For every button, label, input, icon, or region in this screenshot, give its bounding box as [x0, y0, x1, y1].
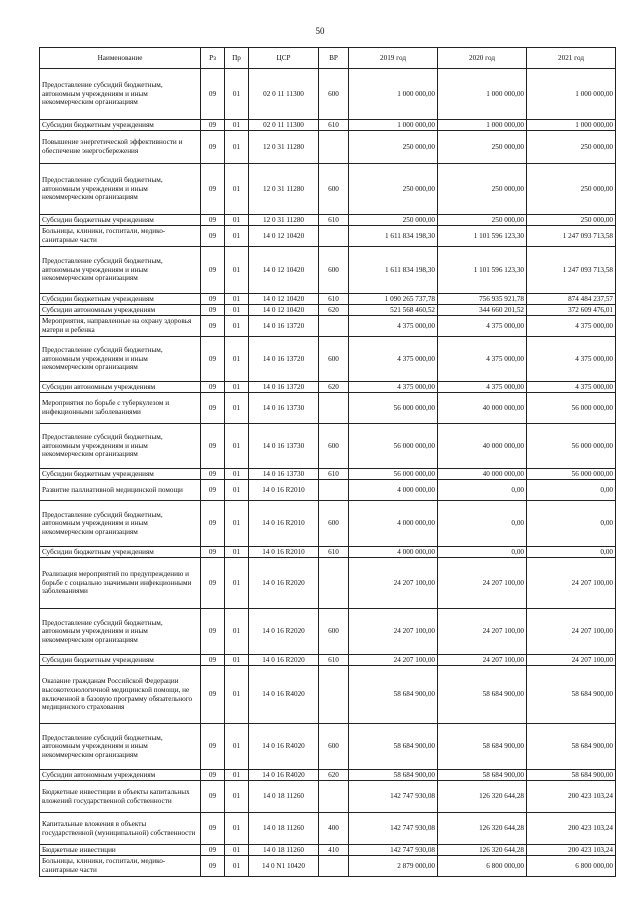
cell-2021: 200 423 103,24 [527, 845, 616, 856]
cell-2020: 0,00 [438, 501, 527, 547]
cell-2021: 56 000 000,00 [527, 393, 616, 424]
header-2019: 2019 год [349, 48, 438, 69]
cell-rz: 09 [201, 305, 225, 316]
cell-csr: 12 0 31 11280 [249, 164, 319, 215]
cell-rz: 09 [201, 294, 225, 305]
table-row [40, 424, 616, 469]
cell-2019: 1 000 000,00 [349, 120, 438, 131]
cell-2019: 4 375 000,00 [349, 337, 438, 382]
cell-pr: 01 [225, 845, 249, 856]
cell-csr: 14 0 16 13730 [249, 469, 319, 480]
cell-2019: 24 207 100,00 [349, 609, 438, 655]
cell-2021: 1 247 093 713,58 [527, 226, 616, 247]
cell-2019: 250 000,00 [349, 164, 438, 215]
cell-pr: 01 [225, 316, 249, 337]
table-row [40, 655, 616, 666]
cell-name: Бюджетные инвестиции в объекты капитальных вложений государственной собственности [40, 781, 201, 813]
cell-vr: 400 [319, 813, 349, 845]
cell-rz: 09 [201, 69, 225, 120]
cell-2019: 58 684 900,00 [349, 770, 438, 781]
cell-name: Развитие паллиативной медицинской помощи [40, 480, 201, 501]
cell-csr: 14 0 16 13720 [249, 382, 319, 393]
cell-pr: 01 [225, 501, 249, 547]
header-pr: Пр [225, 48, 249, 69]
cell-2020: 250 000,00 [438, 164, 527, 215]
cell-csr: 14 0 12 10420 [249, 305, 319, 316]
cell-2019: 56 000 000,00 [349, 424, 438, 469]
cell-pr: 01 [225, 547, 249, 558]
cell-pr: 01 [225, 393, 249, 424]
cell-2019: 250 000,00 [349, 215, 438, 226]
cell-csr: 14 0 18 11260 [249, 845, 319, 856]
cell-name: Предоставление субсидий бюджетным, автономным учреждениям и иным некоммерческим организациям [40, 724, 201, 770]
cell-2020: 24 207 100,00 [438, 558, 527, 609]
cell-2021: 200 423 103,24 [527, 813, 616, 845]
cell-rz: 09 [201, 770, 225, 781]
cell-2019: 56 000 000,00 [349, 469, 438, 480]
cell-vr: 600 [319, 69, 349, 120]
table-row [40, 856, 616, 877]
cell-2020: 1 101 596 123,30 [438, 247, 527, 294]
cell-2020: 1 101 596 123,30 [438, 226, 527, 247]
cell-vr: 600 [319, 609, 349, 655]
cell-csr: 14 0 16 R4020 [249, 724, 319, 770]
cell-pr: 01 [225, 294, 249, 305]
cell-csr: 14 0 16 R2020 [249, 609, 319, 655]
cell-pr: 01 [225, 424, 249, 469]
cell-2019: 521 568 460,52 [349, 305, 438, 316]
table-row [40, 469, 616, 480]
cell-vr [319, 316, 349, 337]
cell-rz: 09 [201, 558, 225, 609]
table-row [40, 781, 616, 813]
cell-name: Субсидии автономным учреждениям [40, 305, 201, 316]
table-row [40, 164, 616, 215]
cell-name: Субсидии автономным учреждениям [40, 382, 201, 393]
cell-2021: 56 000 000,00 [527, 424, 616, 469]
cell-name: Субсидии бюджетным учреждениям [40, 215, 201, 226]
cell-2020: 4 375 000,00 [438, 316, 527, 337]
cell-2020: 24 207 100,00 [438, 655, 527, 666]
cell-vr: 620 [319, 770, 349, 781]
cell-csr: 02 0 11 11300 [249, 120, 319, 131]
cell-rz: 09 [201, 724, 225, 770]
cell-csr: 14 0 16 13720 [249, 337, 319, 382]
cell-2019: 4 375 000,00 [349, 382, 438, 393]
cell-2019: 58 684 900,00 [349, 666, 438, 724]
cell-2021: 874 484 237,57 [527, 294, 616, 305]
cell-2021: 24 207 100,00 [527, 655, 616, 666]
cell-rz: 09 [201, 666, 225, 724]
cell-2020: 344 660 201,52 [438, 305, 527, 316]
cell-pr: 01 [225, 558, 249, 609]
cell-name: Мероприятия, направленные на охрану здоровья матери и ребенка [40, 316, 201, 337]
cell-2021: 0,00 [527, 547, 616, 558]
cell-pr: 01 [225, 337, 249, 382]
cell-name: Оказание гражданам Российской Федерации высокотехнологичной медицинской помощи, не включенной в базовую программу обязательного медицинского страхования [40, 666, 201, 724]
cell-rz: 09 [201, 120, 225, 131]
cell-2021: 0,00 [527, 480, 616, 501]
cell-rz: 09 [201, 424, 225, 469]
cell-csr: 14 0 16 R2020 [249, 655, 319, 666]
cell-vr [319, 393, 349, 424]
table-row [40, 501, 616, 547]
cell-vr: 600 [319, 501, 349, 547]
cell-pr: 01 [225, 724, 249, 770]
cell-2021: 58 684 900,00 [527, 666, 616, 724]
cell-2021: 24 207 100,00 [527, 558, 616, 609]
cell-rz: 09 [201, 247, 225, 294]
cell-2021: 58 684 900,00 [527, 770, 616, 781]
header-vr: ВР [319, 48, 349, 69]
table-row [40, 215, 616, 226]
cell-csr: 14 0 16 R2010 [249, 501, 319, 547]
cell-2020: 6 800 000,00 [438, 856, 527, 877]
cell-rz: 09 [201, 813, 225, 845]
page-number: 50 [315, 26, 325, 36]
cell-2020: 4 375 000,00 [438, 337, 527, 382]
cell-pr: 01 [225, 781, 249, 813]
cell-2019: 24 207 100,00 [349, 655, 438, 666]
cell-vr: 600 [319, 247, 349, 294]
cell-2021: 250 000,00 [527, 164, 616, 215]
cell-2019: 4 000 000,00 [349, 480, 438, 501]
cell-csr: 14 0 16 R2020 [249, 558, 319, 609]
cell-name: Субсидии бюджетным учреждениям [40, 120, 201, 131]
cell-name: Мероприятия по борьбе с туберкулезом и инфекционными заболеваниями [40, 393, 201, 424]
cell-2019: 142 747 930,08 [349, 781, 438, 813]
table-row [40, 305, 616, 316]
cell-name: Предоставление субсидий бюджетным, автономным учреждениям и иным некоммерческим организациям [40, 69, 201, 120]
cell-name: Реализация мероприятий по предупреждению и борьбе с социально значимыми инфекционными заболеваниями [40, 558, 201, 609]
cell-vr: 610 [319, 547, 349, 558]
cell-csr: 14 0 16 R2010 [249, 480, 319, 501]
cell-rz: 09 [201, 337, 225, 382]
cell-csr: 14 0 12 10420 [249, 294, 319, 305]
cell-rz: 09 [201, 215, 225, 226]
cell-2021: 1 247 093 713,58 [527, 247, 616, 294]
cell-csr: 12 0 31 11280 [249, 131, 319, 164]
cell-vr: 610 [319, 294, 349, 305]
cell-2021: 0,00 [527, 501, 616, 547]
cell-pr: 01 [225, 813, 249, 845]
cell-2020: 40 000 000,00 [438, 424, 527, 469]
cell-2019: 1 090 265 737,78 [349, 294, 438, 305]
cell-name: Повышение энергетической эффективности и обеспечение энергосбережения [40, 131, 201, 164]
cell-2019: 4 375 000,00 [349, 316, 438, 337]
cell-rz: 09 [201, 655, 225, 666]
cell-vr: 600 [319, 164, 349, 215]
table-row [40, 337, 616, 382]
cell-rz: 09 [201, 609, 225, 655]
header-csr: ЦСР [249, 48, 319, 69]
cell-2019: 2 879 000,00 [349, 856, 438, 877]
cell-vr: 610 [319, 655, 349, 666]
cell-2021: 56 000 000,00 [527, 469, 616, 480]
cell-csr: 14 0 18 11260 [249, 813, 319, 845]
cell-2021: 24 207 100,00 [527, 609, 616, 655]
cell-name: Предоставление субсидий бюджетным, автономным учреждениям и иным некоммерческим организациям [40, 501, 201, 547]
cell-pr: 01 [225, 247, 249, 294]
cell-2019: 1 611 834 198,30 [349, 247, 438, 294]
cell-2019: 4 000 000,00 [349, 501, 438, 547]
cell-2020: 1 000 000,00 [438, 120, 527, 131]
cell-rz: 09 [201, 393, 225, 424]
table-row [40, 316, 616, 337]
cell-2020: 126 320 644,28 [438, 813, 527, 845]
cell-rz: 09 [201, 131, 225, 164]
table-row [40, 131, 616, 164]
table-row [40, 558, 616, 609]
table-row [40, 393, 616, 424]
cell-vr [319, 781, 349, 813]
cell-2021: 200 423 103,24 [527, 781, 616, 813]
cell-2020: 24 207 100,00 [438, 609, 527, 655]
cell-rz: 09 [201, 316, 225, 337]
cell-2020: 40 000 000,00 [438, 393, 527, 424]
cell-vr: 600 [319, 337, 349, 382]
cell-pr: 01 [225, 305, 249, 316]
header-2021: 2021 год [527, 48, 616, 69]
cell-2021: 250 000,00 [527, 131, 616, 164]
cell-2020: 126 320 644,28 [438, 845, 527, 856]
cell-vr: 610 [319, 215, 349, 226]
cell-pr: 01 [225, 856, 249, 877]
table-row [40, 382, 616, 393]
cell-pr: 01 [225, 469, 249, 480]
cell-vr: 620 [319, 382, 349, 393]
cell-pr: 01 [225, 215, 249, 226]
table-row [40, 247, 616, 294]
table-row [40, 609, 616, 655]
table-row [40, 813, 616, 845]
cell-2020: 250 000,00 [438, 131, 527, 164]
cell-csr: 14 0 N1 10420 [249, 856, 319, 877]
cell-pr: 01 [225, 382, 249, 393]
cell-pr: 01 [225, 120, 249, 131]
table-row [40, 69, 616, 120]
cell-2019: 4 000 000,00 [349, 547, 438, 558]
cell-2020: 250 000,00 [438, 215, 527, 226]
cell-name: Предоставление субсидий бюджетным, автономным учреждениям и иным некоммерческим организациям [40, 247, 201, 294]
cell-csr: 14 0 12 10420 [249, 247, 319, 294]
cell-csr: 14 0 16 R2010 [249, 547, 319, 558]
cell-2019: 56 000 000,00 [349, 393, 438, 424]
cell-rz: 09 [201, 856, 225, 877]
cell-rz: 09 [201, 480, 225, 501]
cell-2020: 4 375 000,00 [438, 382, 527, 393]
cell-2020: 1 000 000,00 [438, 69, 527, 120]
cell-vr: 410 [319, 845, 349, 856]
cell-rz: 09 [201, 164, 225, 215]
cell-name: Предоставление субсидий бюджетным, автономным учреждениям и иным некоммерческим организациям [40, 424, 201, 469]
table-row [40, 294, 616, 305]
header-name: Наименование [40, 48, 201, 69]
cell-vr: 620 [319, 305, 349, 316]
cell-2019: 142 747 930,08 [349, 813, 438, 845]
cell-2019: 1 000 000,00 [349, 69, 438, 120]
cell-vr: 610 [319, 120, 349, 131]
cell-2020: 756 935 921,78 [438, 294, 527, 305]
cell-name: Субсидии бюджетным учреждениям [40, 469, 201, 480]
cell-pr: 01 [225, 226, 249, 247]
cell-2020: 126 320 644,28 [438, 781, 527, 813]
cell-rz: 09 [201, 547, 225, 558]
cell-rz: 09 [201, 781, 225, 813]
cell-pr: 01 [225, 770, 249, 781]
cell-vr [319, 131, 349, 164]
cell-vr [319, 226, 349, 247]
cell-csr: 14 0 12 10420 [249, 226, 319, 247]
cell-rz: 09 [201, 845, 225, 856]
cell-2019: 24 207 100,00 [349, 558, 438, 609]
cell-2020: 40 000 000,00 [438, 469, 527, 480]
table-row [40, 226, 616, 247]
table-body [40, 69, 616, 877]
cell-pr: 01 [225, 666, 249, 724]
budget-table [39, 47, 616, 877]
table-row [40, 770, 616, 781]
cell-pr: 01 [225, 131, 249, 164]
table-row [40, 724, 616, 770]
table-row [40, 547, 616, 558]
cell-2021: 58 684 900,00 [527, 724, 616, 770]
cell-2019: 142 747 930,08 [349, 845, 438, 856]
cell-vr [319, 480, 349, 501]
cell-vr [319, 856, 349, 877]
cell-rz: 09 [201, 469, 225, 480]
cell-name: Субсидии бюджетным учреждениям [40, 294, 201, 305]
table-row [40, 845, 616, 856]
cell-2021: 1 000 000,00 [527, 120, 616, 131]
cell-2020: 0,00 [438, 547, 527, 558]
cell-2021: 1 000 000,00 [527, 69, 616, 120]
header-rz: Рз [201, 48, 225, 69]
cell-rz: 09 [201, 501, 225, 547]
cell-vr: 610 [319, 469, 349, 480]
cell-name: Больницы, клиники, госпитали, медико-санитарные части [40, 856, 201, 877]
cell-csr: 12 0 31 11280 [249, 215, 319, 226]
cell-name: Капитальные вложения в объекты государственной (муниципальной) собственности [40, 813, 201, 845]
cell-2019: 250 000,00 [349, 131, 438, 164]
cell-name: Больницы, клиники, госпитали, медико-санитарные части [40, 226, 201, 247]
cell-2020: 0,00 [438, 480, 527, 501]
cell-name: Бюджетные инвестиции [40, 845, 201, 856]
cell-2021: 6 800 000,00 [527, 856, 616, 877]
table-row [40, 666, 616, 724]
cell-csr: 14 0 16 R4020 [249, 666, 319, 724]
cell-2020: 58 684 900,00 [438, 666, 527, 724]
header-2020: 2020 год [438, 48, 527, 69]
cell-csr: 14 0 16 13730 [249, 424, 319, 469]
cell-2020: 58 684 900,00 [438, 770, 527, 781]
cell-vr: 600 [319, 724, 349, 770]
cell-pr: 01 [225, 69, 249, 120]
cell-csr: 14 0 18 11260 [249, 781, 319, 813]
cell-rz: 09 [201, 382, 225, 393]
cell-csr: 02 0 11 11300 [249, 69, 319, 120]
cell-vr: 600 [319, 424, 349, 469]
cell-name: Субсидии автономным учреждениям [40, 770, 201, 781]
cell-rz: 09 [201, 226, 225, 247]
cell-vr [319, 666, 349, 724]
cell-csr: 14 0 16 13730 [249, 393, 319, 424]
cell-2021: 4 375 000,00 [527, 382, 616, 393]
cell-name: Предоставление субсидий бюджетным, автономным учреждениям и иным некоммерческим организациям [40, 337, 201, 382]
cell-pr: 01 [225, 609, 249, 655]
cell-2019: 58 684 900,00 [349, 724, 438, 770]
cell-2021: 372 609 476,01 [527, 305, 616, 316]
cell-2020: 58 684 900,00 [438, 724, 527, 770]
table-row [40, 120, 616, 131]
cell-2021: 4 375 000,00 [527, 316, 616, 337]
cell-name: Субсидии бюджетным учреждениям [40, 655, 201, 666]
cell-name: Субсидии бюджетным учреждениям [40, 547, 201, 558]
cell-name: Предоставление субсидий бюджетным, автономным учреждениям и иным некоммерческим организациям [40, 164, 201, 215]
cell-2019: 1 611 834 198,30 [349, 226, 438, 247]
cell-pr: 01 [225, 480, 249, 501]
cell-2021: 250 000,00 [527, 215, 616, 226]
cell-vr [319, 558, 349, 609]
cell-2021: 4 375 000,00 [527, 337, 616, 382]
cell-csr: 14 0 16 13720 [249, 316, 319, 337]
cell-name: Предоставление субсидий бюджетным, автономным учреждениям и иным некоммерческим организациям [40, 609, 201, 655]
table-header-row [40, 48, 616, 69]
table-row [40, 480, 616, 501]
cell-pr: 01 [225, 655, 249, 666]
cell-csr: 14 0 16 R4020 [249, 770, 319, 781]
cell-pr: 01 [225, 164, 249, 215]
